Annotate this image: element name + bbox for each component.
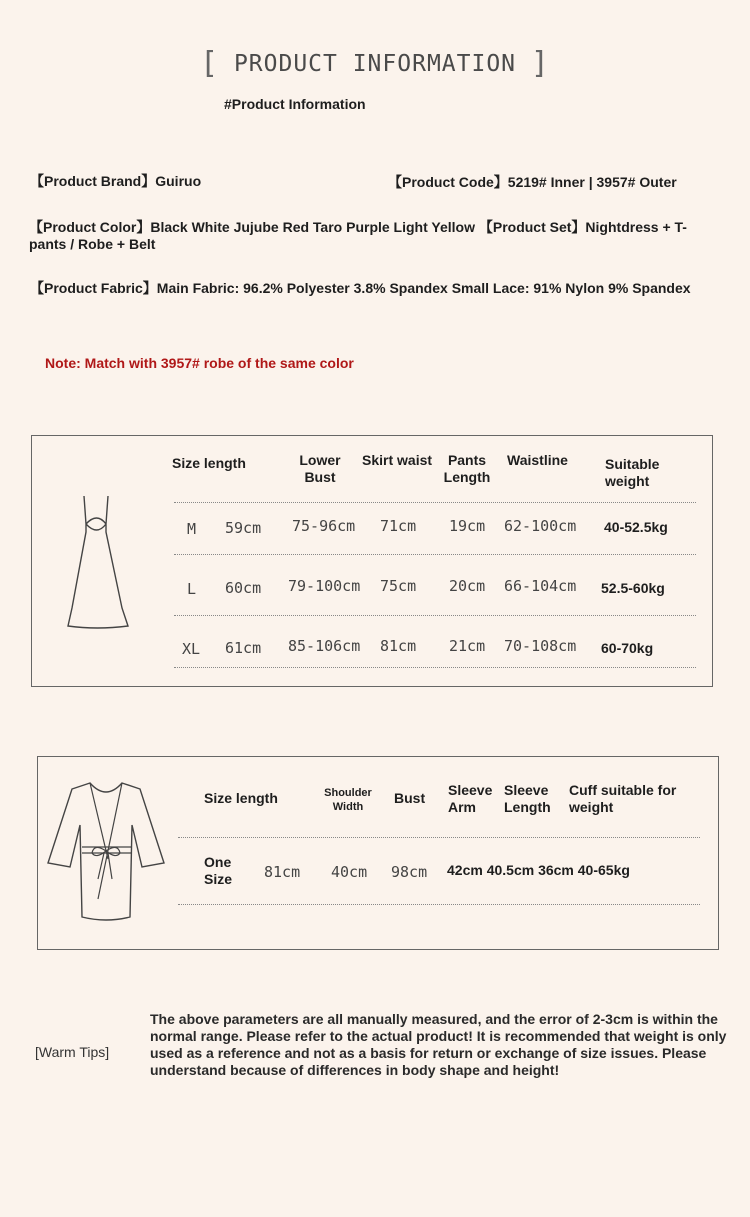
- cell-size: M: [187, 520, 197, 538]
- header-lower-bust: Lower Bust: [299, 452, 341, 485]
- cell-weight: 52.5-60kg: [601, 580, 665, 596]
- bracket-right-icon: ]: [530, 46, 550, 81]
- cell-skirt-waist: 75cm: [380, 577, 417, 595]
- product-code: [388, 174, 677, 191]
- header-skirt-waist: Skirt waist: [362, 452, 433, 468]
- header-waistline: Waistline: [507, 452, 568, 468]
- row-divider: [174, 502, 696, 503]
- page-title: [0, 46, 750, 81]
- cell-waistline: 66-104cm: [504, 577, 577, 595]
- note-text: Note: Match with 3957# robe of the same color: [45, 355, 354, 371]
- nightdress-size-table: [31, 435, 713, 687]
- cell-skirt-waist: 71cm: [380, 517, 417, 535]
- cell-length: 81cm: [264, 863, 301, 881]
- cell-weight: 60-70kg: [601, 640, 654, 656]
- cell-bust: 98cm: [391, 863, 428, 881]
- code-value: 5219# Inner | 3957# Outer: [507, 174, 677, 190]
- cell-waistline: 70-108cm: [504, 637, 577, 655]
- nightdress-icon: [64, 492, 130, 630]
- cell-lower-bust: 75-96cm: [292, 517, 356, 535]
- cell-size: One Size: [204, 854, 233, 887]
- row-divider: [178, 904, 700, 905]
- header-sleeve-length: Sleeve Length: [504, 782, 551, 815]
- product-color-set: 【Product Color】Black White Jujube Red Taro Purple Light Yellow 【Product Set】Nightdress + T-pants / Robe + Belt: [29, 219, 687, 252]
- row-divider: [174, 615, 696, 616]
- row-divider: [174, 667, 696, 668]
- title-text: PRODUCT INFORMATION: [233, 51, 517, 77]
- header-cuff-weight: Cuff suitable for weight: [569, 782, 677, 815]
- cell-waistline: 62-100cm: [504, 517, 577, 535]
- cell-length: 61cm: [225, 639, 262, 657]
- cell-pants-length: 19cm: [449, 517, 486, 535]
- row-divider: [174, 554, 696, 555]
- warm-tips-label: [Warm Tips]: [35, 1044, 110, 1060]
- brand-value: Guiruo: [155, 173, 202, 189]
- header-shoulder-width: Shoulder Width: [324, 787, 372, 813]
- header-bust: Bust: [394, 790, 426, 806]
- header-pants-length: Pants Length: [443, 452, 491, 485]
- cell-length: 59cm: [225, 519, 262, 537]
- bracket-left-icon: [: [200, 46, 220, 81]
- cell-pants-length: 20cm: [449, 577, 486, 595]
- cell-weight: 40-52.5kg: [604, 519, 668, 535]
- cell-skirt-waist: 81cm: [380, 637, 417, 655]
- cell-size: L: [187, 580, 197, 598]
- code-label: 【Product Code】: [388, 174, 508, 190]
- cell-length: 60cm: [225, 579, 262, 597]
- cell-size: XL: [182, 640, 201, 658]
- robe-size-table: [37, 756, 719, 950]
- cell-sleeve-cuff-weight: 42cm 40.5cm 36cm 40-65kg: [447, 862, 630, 878]
- cell-lower-bust: 79-100cm: [288, 577, 361, 595]
- header-sleeve-arm: Sleeve Arm: [448, 782, 493, 815]
- product-brand: [30, 173, 201, 190]
- cell-pants-length: 21cm: [449, 637, 486, 655]
- header-size-length: Size length: [204, 790, 278, 806]
- cell-shoulder: 40cm: [331, 863, 368, 881]
- header-suitable-weight: Suitable weight: [605, 456, 660, 489]
- product-fabric: 【Product Fabric】Main Fabric: 96.2% Polyester 3.8% Spandex Small Lace: 91% Nylon 9% Spandex: [30, 280, 691, 296]
- row-divider: [178, 837, 700, 838]
- header-size-length: Size length: [172, 455, 246, 471]
- warm-tips-text: The above parameters are all manually measured, and the error of 2-3cm is within the normal range. Please refer to the actual product! It is recommended that weight is only used as a reference and not as a basis for return or exchange of size issues. Please understand because of differences in body shape and height!: [150, 1011, 727, 1078]
- robe-icon: [46, 779, 166, 923]
- page-subtitle: #Product Information: [224, 96, 366, 112]
- brand-label: 【Product Brand】: [30, 173, 156, 189]
- cell-lower-bust: 85-106cm: [288, 637, 361, 655]
